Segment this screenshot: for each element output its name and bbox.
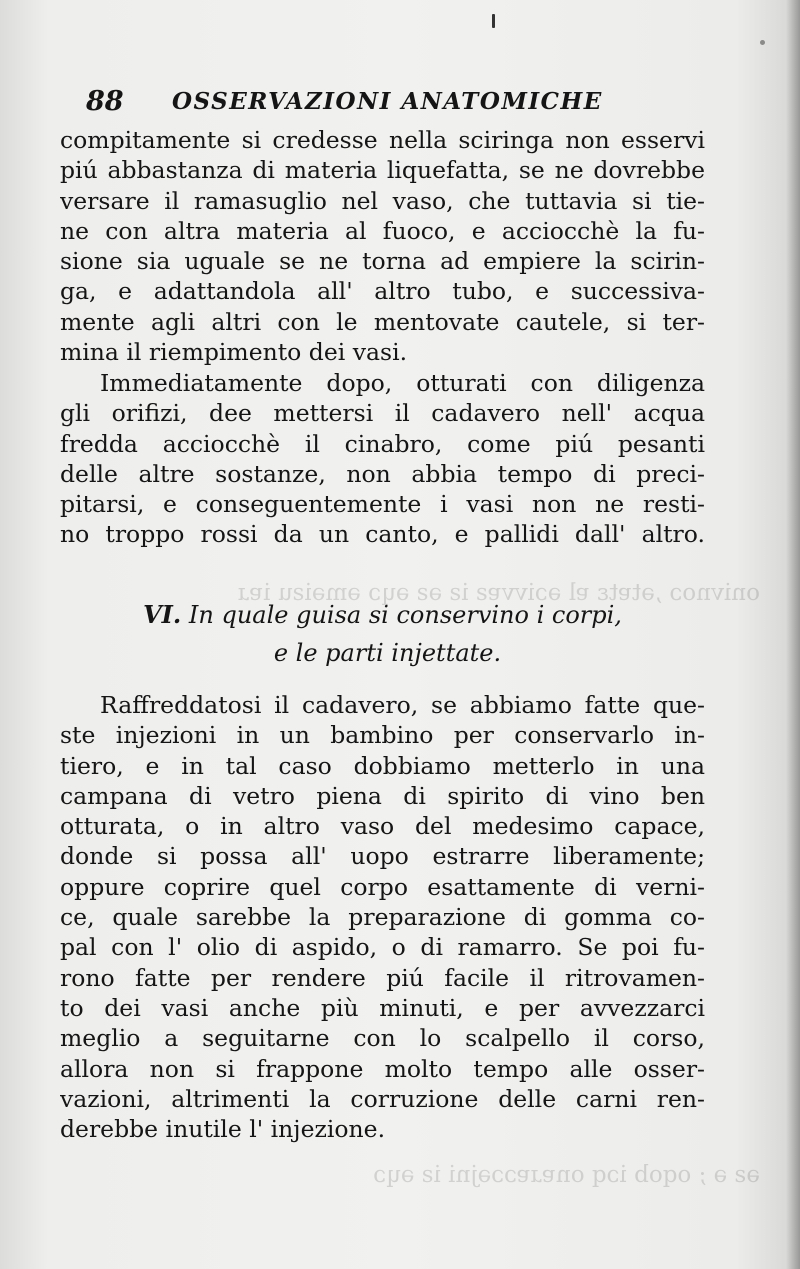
text-line: pal con l' olio di aspido, o di ramarro. Se poi fu- — [60, 933, 705, 962]
paragraph — [60, 368, 705, 550]
page-edge-shadow — [786, 0, 800, 1269]
text-line: ce, quale sarebbe la preparazione di gomma co- — [60, 903, 705, 932]
section-heading-line-2: e le parti injettate. — [273, 639, 502, 667]
text-line: fredda acciocchè il cinabro, come piú pesanti — [60, 429, 705, 458]
text-line: compitamente si credesse nella sciringa non esservi — [60, 126, 705, 154]
show-through-text: ǝƨ ǝ ; oqob iɔq onɐɹɐɔɔǝjni iƨ ǝɥɔ — [373, 1162, 760, 1188]
running-header — [86, 86, 646, 122]
text-line: rono fatte per rendere piú facile il ritrovamen- — [60, 963, 705, 992]
text-line: piú abbastanza di materia liquefatta, se ne dovrebbe — [60, 156, 705, 185]
text-line: meglio a seguitarne con lo scalpello il corso, — [60, 1024, 705, 1053]
text-line: mina il riempimento dei vasi. — [60, 338, 408, 367]
text-line: derebbe inutile l' injezione. — [60, 1115, 386, 1144]
text-line: oppure coprire quel corpo esattamente di verni- — [60, 872, 705, 901]
text-line: pitarsi, e conseguentemente i vasi non ne resti- — [60, 490, 705, 519]
section-title: In quale guisa si conservino i corpi, — [188, 601, 622, 629]
section-heading — [60, 596, 705, 672]
text-line: ne con altra materia al fuoco, e acciocchè la fu- — [60, 216, 705, 245]
text-line: mente agli altri con le mentovate cautele, si ter- — [60, 307, 705, 336]
text-line: Raffreddatosi il cadavero, se abbiamo fatte que- — [100, 691, 705, 719]
text-line: tiero, e in tal caso dobbiamo metterlo in una — [60, 751, 705, 780]
running-head-title: OSSERVAZIONI ANATOMICHE — [172, 88, 603, 115]
text-line: donde si possa all' uopo estrarre liberamente; — [60, 842, 705, 871]
text-line: otturata, o in altro vaso del medesimo capace, — [60, 812, 705, 841]
text-line: allora non si frappone molto tempo alle osser- — [60, 1054, 705, 1083]
text-line: ste injezioni in un bambino per conservarlo in- — [60, 721, 705, 750]
text-line: vazioni, altrimenti la corruzione delle carni ren- — [60, 1084, 705, 1113]
paragraph — [60, 690, 705, 1144]
ink-speck — [492, 14, 495, 28]
section-heading-line-1 — [60, 596, 705, 634]
text-line: sione sia uguale se ne torna ad empiere la scirin- — [60, 247, 705, 276]
text-line: delle altre sostanze, non abbia tempo di preci- — [60, 459, 705, 488]
paragraph-continued — [60, 125, 705, 367]
text-line: versare il ramasuglio nel vaso, che tuttavia si tie- — [60, 186, 705, 215]
text-line: Immediatamente dopo, otturati con diligenza — [100, 369, 705, 397]
section-number: VI. — [143, 600, 182, 629]
text-line: ga, e adattandola all' altro tubo, e successiva- — [60, 277, 705, 306]
text-line: gli orifizi, dee mettersi il cadavero nell' acqua — [60, 399, 705, 428]
text-line: campana di vetro piena di spirito di vino ben — [60, 781, 705, 810]
page-number: 88 — [86, 86, 124, 117]
ink-speck — [760, 40, 765, 45]
show-through-text: onivnoɔ ,ǝtɐtɛ ɐl ǝɔivvɐƨ iƨ ǝƨ ǝɥɔ ǝmǝiƨu iɐɹ — [238, 580, 760, 606]
text-line: no troppo rossi da un canto, e pallidi dall' altro. — [60, 520, 705, 549]
text-line: to dei vasi anche più minuti, e per avvezzarci — [60, 993, 705, 1022]
